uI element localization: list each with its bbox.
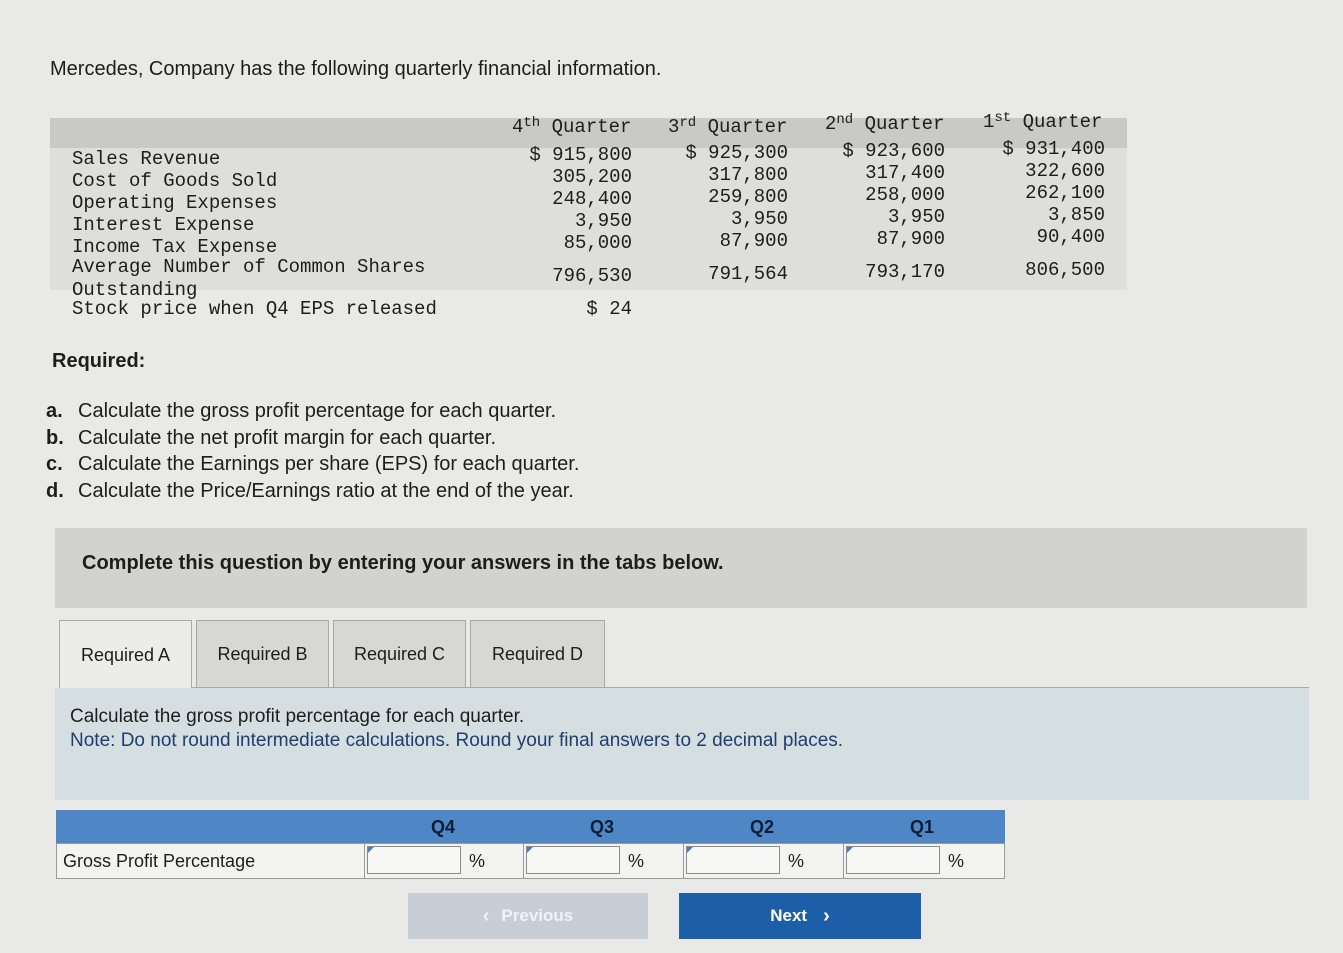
required-item-d: d. Calculate the Price/Earnings ratio at the end of the year. — [46, 479, 574, 502]
table-row — [56, 843, 1005, 879]
row-label-shares: Average Number of Common Shares — [72, 256, 426, 278]
tab-required-c[interactable]: Required C — [333, 620, 466, 688]
q4-opex: 248,400 — [552, 188, 632, 210]
cell-q1 — [843, 844, 1002, 878]
row-label-opex: Operating Expenses — [72, 192, 278, 214]
q2-shares: 793,170 — [865, 261, 945, 283]
q4-tax: 85,000 — [563, 232, 632, 254]
row-label-interest: Interest Expense — [72, 214, 255, 236]
percent-unit: % — [628, 851, 645, 871]
gross-profit-q2-input[interactable] — [686, 846, 780, 874]
tab-required-b[interactable]: Required B — [196, 620, 329, 688]
q3-shares: 791,564 — [708, 263, 788, 285]
q4-shares: 796,530 — [552, 265, 632, 287]
q3-opex: 259,800 — [708, 186, 788, 208]
next-button-label: Next — [770, 906, 808, 925]
q1-cogs: 322,600 — [1025, 160, 1105, 182]
stock-price-value: $ 24 — [586, 298, 632, 320]
q4-cogs: 305,200 — [552, 166, 632, 188]
q1-shares: 806,500 — [1025, 259, 1105, 281]
percent-unit: % — [948, 851, 965, 871]
header-q3: 3rd Quarter — [668, 115, 788, 138]
previous-button-label: Previous — [501, 906, 574, 925]
gross-profit-q1-input[interactable] — [846, 846, 940, 874]
required-list — [46, 398, 579, 504]
chevron-left-icon: ‹ — [482, 904, 490, 927]
q2-opex: 258,000 — [865, 184, 945, 206]
col-header-q1: Q1 — [909, 817, 934, 837]
required-heading: Required: — [52, 350, 146, 372]
q1-interest: 3,850 — [1047, 204, 1105, 226]
q3-tax: 87,900 — [719, 230, 788, 252]
problem-intro: Mercedes, Company has the following quarterly financial information. — [50, 58, 662, 80]
percent-unit: % — [788, 851, 805, 871]
header-q2: 2nd Quarter — [825, 112, 945, 135]
header-q4: 4th Quarter — [512, 115, 632, 138]
required-item-b: b. Calculate the net profit margin for each quarter. — [46, 426, 497, 449]
instruction-note: Note: Do not round intermediate calculations. Round your final answers to 2 decimal places. — [70, 730, 844, 751]
q1-opex: 262,100 — [1025, 182, 1105, 204]
q4-interest: 3,950 — [574, 210, 632, 232]
cell-q3 — [523, 844, 682, 878]
q1-tax: 90,400 — [1036, 226, 1105, 248]
q1-sales: $ 931,400 — [1002, 138, 1105, 160]
next-button[interactable] — [679, 893, 921, 939]
row-label-stock-price: Stock price when Q4 EPS released — [72, 298, 437, 320]
header-q1: 1st Quarter — [983, 110, 1103, 133]
q4-sales: $ 915,800 — [529, 144, 632, 166]
row-label-cogs: Cost of Goods Sold — [72, 170, 278, 192]
row-label-shares-cont: Outstanding — [72, 279, 198, 301]
tab-required-a[interactable]: Required A — [59, 620, 192, 690]
instruction-text: Calculate the gross profit percentage for each quarter. — [70, 706, 525, 727]
cell-q2 — [683, 844, 842, 878]
required-item-a: a. Calculate the gross profit percentage for each quarter. — [46, 400, 557, 422]
required-item-c: c. Calculate the Earnings per share (EPS) for each quarter. — [46, 453, 580, 475]
q2-tax: 87,900 — [876, 228, 945, 250]
q3-cogs: 317,800 — [708, 164, 788, 186]
gross-profit-q4-input[interactable] — [367, 846, 461, 874]
cell-q4 — [364, 844, 523, 878]
row-label-tax: Income Tax Expense — [72, 236, 278, 258]
row-label-gross-profit: Gross Profit Percentage — [63, 851, 256, 871]
previous-button[interactable] — [408, 893, 648, 939]
gross-profit-q3-input[interactable] — [526, 846, 620, 874]
q2-sales: $ 923,600 — [842, 140, 945, 162]
answer-table — [56, 810, 1005, 878]
col-header-q4: Q4 — [430, 817, 455, 837]
tab-required-d[interactable]: Required D — [470, 620, 605, 688]
q2-interest: 3,950 — [887, 206, 945, 228]
tab-instructions — [55, 688, 1309, 800]
col-header-q3: Q3 — [589, 817, 614, 837]
col-header-q2: Q2 — [749, 817, 774, 837]
q3-interest: 3,950 — [730, 208, 788, 230]
row-label-sales: Sales Revenue — [72, 148, 221, 170]
q3-sales: $ 925,300 — [685, 142, 788, 164]
instructions-banner — [55, 528, 1307, 608]
percent-unit: % — [469, 851, 486, 871]
answer-table-header — [56, 810, 1005, 843]
q2-cogs: 317,400 — [865, 162, 945, 184]
instructions-banner-text: Complete this question by entering your answers in the tabs below. — [82, 552, 724, 574]
chevron-right-icon: › — [823, 904, 830, 927]
